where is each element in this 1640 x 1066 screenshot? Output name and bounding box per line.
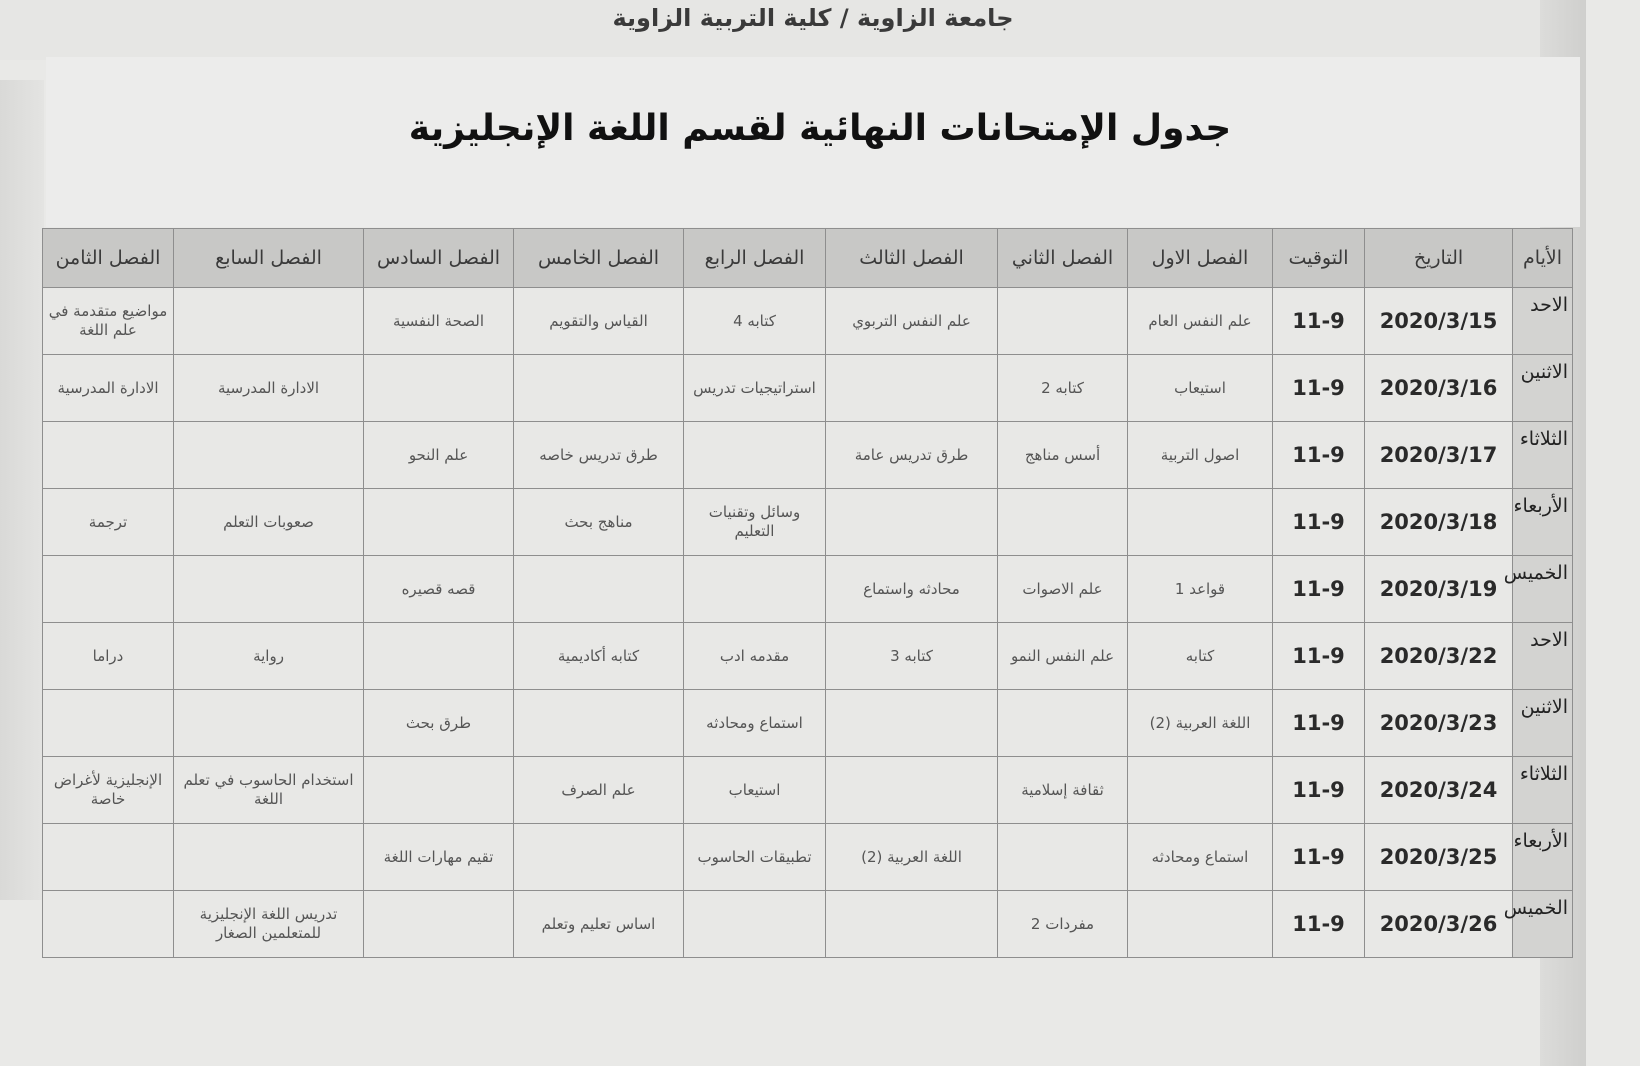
course-cell: علم الاصوات — [998, 556, 1128, 623]
table-row — [43, 891, 1573, 958]
course-cell: طرق تدريس عامة — [826, 422, 998, 489]
date-cell: 2020/3/25 — [1365, 824, 1513, 891]
exam-schedule-table — [42, 228, 1573, 958]
course-cell — [684, 422, 826, 489]
course-cell — [364, 891, 514, 958]
course-cell — [514, 355, 684, 422]
column-header-semester-8: الفصل الثامن — [43, 229, 174, 288]
course-cell — [174, 690, 364, 757]
course-cell: الصحة النفسية — [364, 288, 514, 355]
table-row — [43, 824, 1573, 891]
course-cell — [1128, 757, 1273, 824]
day-cell: الاثنين — [1513, 355, 1573, 422]
column-header-date: التاريخ — [1365, 229, 1513, 288]
course-cell: تدريس اللغة الإنجليزية للمتعلمين الصغار — [174, 891, 364, 958]
table-row — [43, 489, 1573, 556]
time-cell: 11-9 — [1273, 690, 1365, 757]
date-cell: 2020/3/15 — [1365, 288, 1513, 355]
course-cell: استماع ومحادثه — [1128, 824, 1273, 891]
time-cell: 11-9 — [1273, 757, 1365, 824]
table-row — [43, 757, 1573, 824]
day-cell: الثلاثاء — [1513, 422, 1573, 489]
time-cell: 11-9 — [1273, 489, 1365, 556]
course-cell: استخدام الحاسوب في تعلم اللغة — [174, 757, 364, 824]
time-cell: 11-9 — [1273, 623, 1365, 690]
course-cell: علم النفس العام — [1128, 288, 1273, 355]
course-cell: مناهج بحث — [514, 489, 684, 556]
course-cell — [174, 422, 364, 489]
table-header-row — [43, 229, 1573, 288]
table-row — [43, 690, 1573, 757]
day-cell: الاحد — [1513, 288, 1573, 355]
column-header-time: التوقيت — [1273, 229, 1365, 288]
course-cell — [826, 355, 998, 422]
course-cell: الادارة المدرسية — [43, 355, 174, 422]
course-cell — [514, 556, 684, 623]
column-header-semester-4: الفصل الرابع — [684, 229, 826, 288]
course-cell: قصه قصيره — [364, 556, 514, 623]
course-cell: اللغة العربية (2) — [826, 824, 998, 891]
course-cell: محادثه واستماع — [826, 556, 998, 623]
course-cell: كتابه 2 — [998, 355, 1128, 422]
date-cell: 2020/3/17 — [1365, 422, 1513, 489]
course-cell — [998, 824, 1128, 891]
course-cell: استيعاب — [1128, 355, 1273, 422]
time-cell: 11-9 — [1273, 556, 1365, 623]
day-cell: الخميس — [1513, 891, 1573, 958]
day-cell: الأربعاء — [1513, 824, 1573, 891]
course-cell: اللغة العربية (2) — [1128, 690, 1273, 757]
course-cell: كتابه — [1128, 623, 1273, 690]
course-cell: طرق تدريس خاصه — [514, 422, 684, 489]
time-cell: 11-9 — [1273, 891, 1365, 958]
course-cell: أسس مناهج — [998, 422, 1128, 489]
page-shadow-left — [0, 80, 44, 900]
date-cell: 2020/3/26 — [1365, 891, 1513, 958]
day-cell: الاحد — [1513, 623, 1573, 690]
table-row — [43, 355, 1573, 422]
course-cell — [684, 556, 826, 623]
course-cell: علم النحو — [364, 422, 514, 489]
course-cell — [43, 556, 174, 623]
course-cell — [1128, 489, 1273, 556]
day-cell: الاثنين — [1513, 690, 1573, 757]
time-cell: 11-9 — [1273, 824, 1365, 891]
table-row — [43, 288, 1573, 355]
table-row — [43, 623, 1573, 690]
course-cell: اصول التربية — [1128, 422, 1273, 489]
course-cell — [684, 891, 826, 958]
date-cell: 2020/3/16 — [1365, 355, 1513, 422]
course-cell — [43, 690, 174, 757]
course-cell — [826, 690, 998, 757]
course-cell: وسائل وتقنيات التعليم — [684, 489, 826, 556]
course-cell: الادارة المدرسية — [174, 355, 364, 422]
course-cell — [43, 891, 174, 958]
day-cell: الخميس — [1513, 556, 1573, 623]
day-cell: الثلاثاء — [1513, 757, 1573, 824]
course-cell: كتابه أكاديمية — [514, 623, 684, 690]
date-cell: 2020/3/23 — [1365, 690, 1513, 757]
course-cell: القياس والتقويم — [514, 288, 684, 355]
course-cell: قواعد 1 — [1128, 556, 1273, 623]
course-cell — [826, 757, 998, 824]
course-cell: علم النفس النمو — [998, 623, 1128, 690]
course-cell — [826, 489, 998, 556]
column-header-semester-2: الفصل الثاني — [998, 229, 1128, 288]
date-cell: 2020/3/18 — [1365, 489, 1513, 556]
day-cell: الأربعاء — [1513, 489, 1573, 556]
course-cell: مواضيع متقدمة في علم اللغة — [43, 288, 174, 355]
course-cell: علم النفس التربوي — [826, 288, 998, 355]
course-cell: صعوبات التعلم — [174, 489, 364, 556]
time-cell: 11-9 — [1273, 288, 1365, 355]
column-header-semester-1: الفصل الاول — [1128, 229, 1273, 288]
time-cell: 11-9 — [1273, 422, 1365, 489]
column-header-semester-5: الفصل الخامس — [514, 229, 684, 288]
course-cell: كتابه 3 — [826, 623, 998, 690]
course-cell — [364, 623, 514, 690]
course-cell — [514, 690, 684, 757]
course-cell: دراما — [43, 623, 174, 690]
course-cell — [174, 556, 364, 623]
course-cell — [174, 288, 364, 355]
course-cell: الإنجليزية لأغراض خاصة — [43, 757, 174, 824]
course-cell — [998, 690, 1128, 757]
course-cell: مقدمه ادب — [684, 623, 826, 690]
course-cell — [364, 355, 514, 422]
course-cell — [1128, 891, 1273, 958]
course-cell — [43, 422, 174, 489]
table-row — [43, 422, 1573, 489]
date-cell: 2020/3/24 — [1365, 757, 1513, 824]
course-cell — [826, 891, 998, 958]
page-title: جدول الإمتحانات النهائية لقسم اللغة الإنجليزية — [408, 108, 1232, 149]
date-cell: 2020/3/22 — [1365, 623, 1513, 690]
course-cell: استيعاب — [684, 757, 826, 824]
course-cell: ثقافة إسلامية — [998, 757, 1128, 824]
course-cell: تقيم مهارات اللغة — [364, 824, 514, 891]
table-row — [43, 556, 1573, 623]
column-header-days: الأيام — [1513, 229, 1573, 288]
time-cell: 11-9 — [1273, 355, 1365, 422]
course-cell — [174, 824, 364, 891]
column-header-semester-3: الفصل الثالث — [826, 229, 998, 288]
course-cell — [998, 489, 1128, 556]
course-cell: علم الصرف — [514, 757, 684, 824]
university-heading: جامعة الزاوية / كلية التربية الزاوية — [612, 4, 1014, 32]
course-cell: ترجمة — [43, 489, 174, 556]
course-cell — [998, 288, 1128, 355]
column-header-semester-7: الفصل السابع — [174, 229, 364, 288]
date-cell: 2020/3/19 — [1365, 556, 1513, 623]
course-cell: كتابه 4 — [684, 288, 826, 355]
course-cell: استراتيجيات تدريس — [684, 355, 826, 422]
course-cell — [364, 489, 514, 556]
course-cell: تطبيقات الحاسوب — [684, 824, 826, 891]
course-cell: اساس تعليم وتعلم — [514, 891, 684, 958]
course-cell: استماع ومحادثه — [684, 690, 826, 757]
course-cell: طرق بحث — [364, 690, 514, 757]
course-cell — [364, 757, 514, 824]
course-cell — [43, 824, 174, 891]
course-cell: رواية — [174, 623, 364, 690]
column-header-semester-6: الفصل السادس — [364, 229, 514, 288]
course-cell — [514, 824, 684, 891]
course-cell: مفردات 2 — [998, 891, 1128, 958]
